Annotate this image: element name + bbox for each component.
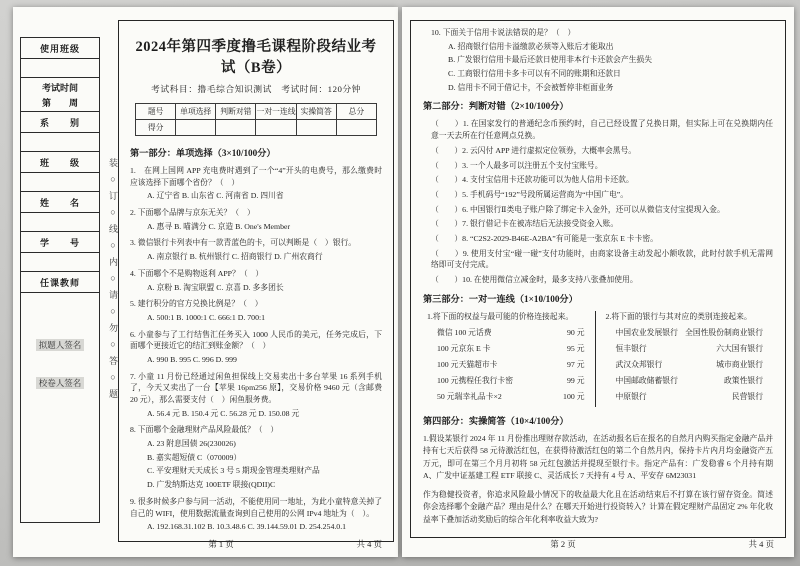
question-options: A. 56.4 元 B. 150.4 元 C. 56.28 元 D. 150.08 元 (147, 408, 300, 418)
matching-right-item: 90 元 (566, 327, 585, 337)
question-stem: 9. 很多时候多户参与同一活动，不能使用同一地址，为此小童特意关掉了自己的 WIFI，使用数据流量查询到自己使用的公网 IPv4 地址为（ ）。 (130, 496, 382, 518)
matching-left-item: 武汉众邦银行 (615, 359, 663, 369)
week-label: 第 周 (41, 97, 78, 108)
score-table-header-row (136, 104, 377, 120)
question-options: A. 京粉 B. 淘宝联盟 C. 京喜 D. 多多团长 (147, 282, 284, 292)
question-stem: 2. 下面哪个品牌与京东无关？（ ） (130, 208, 255, 218)
matching-right-item: 99 元 (566, 375, 585, 385)
question-stem: 7. 小童 11 月份已经通过闲鱼担保线上交易卖出十多台苹果 16 系列手机了，今天又卖出了一台【苹果 16pm256 原】，交易价格 9460 元（含邮费 20 元），那么需要支付（ ）闲鱼服务费。 (130, 371, 382, 404)
score-table-header-cell: 实操简答 (296, 104, 336, 120)
score-row-label: 得分 (136, 120, 176, 136)
question-options: D. 信用卡不同于借记卡，不会被暂停非柜面业务 (448, 82, 614, 92)
score-cell-empty (296, 120, 336, 136)
judge-item: （ ）9. 使用支付宝“碰一碰”支付功能时，由商家设备主动发起小额收款，此时付款手机无需网络即可支付完成。 (431, 248, 773, 270)
matching-left-item: 100 元携程任我行卡密 (437, 375, 514, 385)
question-options: A. 23 附息国债 26(230026) (147, 439, 236, 449)
matching-left-item: 恒丰银行 (615, 343, 647, 353)
question-stem: 4. 下面哪个不是购物返利 APP？（ ） (130, 268, 264, 278)
judge-item: （ ）3. 一个人最多可以注册五个支付宝账号。 (431, 160, 603, 170)
question (130, 371, 382, 420)
section4-title: 第四部分：实操简答（10×4/100分） (423, 415, 569, 426)
score-cell-empty (256, 120, 296, 136)
field-grade-blank (21, 173, 99, 192)
score-table-header-cell: 题号 (136, 104, 176, 120)
question (130, 329, 382, 366)
matching-left-item: 中国农业发展银行 (615, 327, 678, 337)
matching-row (606, 327, 766, 338)
score-table-score-row (136, 120, 377, 136)
matching-right-item: 97 元 (566, 359, 585, 369)
page1-content-box (118, 20, 394, 542)
score-table (135, 103, 377, 136)
field-exam-time (21, 78, 99, 112)
question-stem: 5. 建行积分的官方兑换比例是？（ ） (130, 299, 263, 309)
field-name-label: 姓 名 (21, 192, 99, 213)
matching-right-item: 100 元 (563, 391, 585, 401)
matching-row (427, 343, 587, 354)
question (130, 424, 382, 490)
field-name-blank (21, 213, 99, 232)
question-options: A. 990 B. 995 C. 996 D. 999 (147, 354, 237, 364)
matching-row (606, 343, 766, 354)
exam-time-label: 考试时间 (41, 82, 78, 93)
question-options: A. 南京银行 B. 杭州银行 C. 招商银行 D. 广州农商行 (147, 252, 323, 262)
matching-column-benefits (423, 311, 595, 407)
total-pages: 共 4 页 (356, 539, 382, 549)
question-setter-signature-label: 拟题人签名 (36, 339, 85, 351)
field-class-blank (21, 59, 99, 78)
page-number: 第 1 页 (208, 539, 234, 549)
judge-item: （ ）4. 支付宝信用卡还款功能可以为他人信用卡还款。 (431, 175, 634, 185)
question (423, 27, 773, 93)
score-table-header-cell: 总分 (336, 104, 376, 120)
matching-left-item: 50 元瑞幸礼品卡×2 (437, 391, 502, 401)
field-teacher-label: 任课教师 (21, 272, 99, 293)
judge-item: （ ）5. 手机码号“192”号段所属运营商为“中国广电”。 (431, 189, 629, 199)
question (130, 268, 382, 293)
binding-line-text: 装○订○线○内○请○勿○答○题 (108, 158, 118, 405)
field-studentid-blank (21, 253, 99, 272)
judge-item: （ ）10. 在使用微信立减金时，最多支持八张叠加使用。 (431, 275, 638, 284)
question-options: B. 广发银行信用卡最后还款日使用非本行卡还款会产生损失 (448, 55, 653, 65)
exam-page-1 (13, 7, 398, 557)
matching-row (606, 359, 766, 370)
matching-right-item: 民营银行 (731, 391, 763, 401)
field-studentid-label: 学 号 (21, 232, 99, 253)
matching-left-item: 100 元京东 E 卡 (437, 343, 491, 353)
question-stem: 10. 下面关于信用卡说法错误的是？（ ） (431, 28, 576, 37)
question-options: A. 招商银行信用卡溢缴款必须等入账后才能取出 (448, 41, 614, 51)
matching-row (427, 359, 587, 370)
question-options: C. 平安理财天天成长 3 号 5 期现金管理类理财产品 (147, 466, 320, 476)
matching-row (606, 375, 766, 386)
question-options: D. 广发纳斯达克 100ETF 联接(QDII)C (147, 480, 276, 490)
page2-content-box (410, 20, 786, 538)
score-cell-empty (336, 120, 376, 136)
exam-title: 2024年第四季度撸毛课程阶段结业考试（B卷） (135, 39, 377, 76)
matching-row (427, 327, 587, 338)
matching-right-item: 城市商业银行 (716, 359, 763, 369)
question-stem: 1. 在网上国网 APP 充电费时遇到了一个“4”开头的电费号，那么缴费时应该选择下面哪个省份？（ ） (130, 166, 382, 187)
question-stem: 6. 小童参与了工行结售汇任务买入 1000 人民币的美元，任务完成后，下面哪个更接近它的结汇到账金额？（ ） (130, 329, 382, 351)
question (130, 496, 382, 533)
field-department-label: 系 别 (21, 112, 99, 133)
question (130, 207, 382, 232)
paper-reviewer-signature-label: 校卷人签名 (36, 377, 85, 389)
matching-left-item: 100 元天猫超市卡 (437, 359, 498, 369)
matching-column-banks (595, 311, 774, 407)
page1-footer (118, 538, 394, 550)
judge-item: （ ）6. 中国银行Ⅱ类电子账户除了绑定卡入金外，还可以从微信支付宝提现入金。 (431, 204, 725, 214)
section3-title: 第三部分：一对一连线（1×10/100分） (423, 293, 578, 304)
question-options: C. 工商银行信用卡多卡可以有不同的账期和还款日 (448, 69, 621, 79)
score-table-header-cell: 一对一连线 (256, 104, 296, 120)
matching-title: 1.将下面的权益与最可能的价格连接起来。 (427, 311, 574, 321)
matching-right-item: 六大国有银行 (716, 343, 763, 353)
section2-title: 第二部分：判断对错（2×10/100分） (423, 101, 569, 112)
judge-item: （ ）2. 云闪付 APP 进行虚拟定位领券，大概率会黑号。 (431, 145, 637, 155)
matching-right-item: 政策性银行 (724, 375, 763, 385)
judge-item: （ ）1. 在国家发行的普通纪念币预约时，自己已经设置了兑换日期，但实际上可在兑换期内任意一天去所在行任意网点兑换。 (431, 119, 773, 141)
matching-left-item: 中国邮政储蓄银行 (615, 375, 678, 385)
practical-question-paragraph: 作为稳健投资者，你追求风险最小情况下的收益最大化且在活动结束后不打算在该行留存资金。简述你会选择哪个金融产品？理由是什么？在哪天开始进行投资转入？计算在假定理财产品固定 2% 年化收益率下叠加活动奖励后的综合年化利率收益大致为? (423, 489, 773, 524)
question-options: A. 192.168.31.102 B. 10.3.48.6 C. 39.144.59.01 D. 254.254.0.1 (147, 522, 347, 532)
section1-title: 第一部分：单项选择（3×10/100分） (130, 148, 276, 158)
matching-row (606, 391, 766, 402)
score-cell-empty (216, 120, 256, 136)
question-stem: 3. 微信银行卡列表中有一款青蓝色的卡，可以判断是（ ）银行。 (130, 238, 357, 248)
question-options: A. 500:1 B. 1000:1 C. 666:1 D. 700:1 (147, 312, 266, 322)
matching-left-item: 微信 100 元话费 (437, 327, 492, 337)
matching-right-item: 95 元 (566, 343, 585, 353)
page2-footer (410, 538, 786, 550)
student-info-panel (20, 37, 100, 523)
judge-item: （ ）7. 银行借记卡在被冻结后无法接受资金入账。 (431, 219, 619, 229)
matching-right-item: 全国性股份制商业银行 (685, 327, 763, 337)
question (130, 298, 382, 323)
field-grade-label: 班 级 (21, 152, 99, 173)
matching-row (427, 391, 587, 402)
matching-section (423, 311, 773, 407)
question-options: A. 惠寻 B. 喵满分 C. 京造 B. One's Member (147, 221, 291, 231)
score-cell-empty (176, 120, 216, 136)
question-stem: 8. 下面哪个金融理财产品风险最低？（ ） (130, 425, 279, 435)
score-table-header-cell: 单项选择 (176, 104, 216, 120)
exam-subtitle: 考试科目：撸毛综合知识测试 考试时间：120分钟 (151, 84, 361, 94)
matching-row (427, 375, 587, 386)
field-class-label: 使用班级 (21, 38, 99, 59)
question-options: A. 辽宁省 B. 山东省 C. 河南省 D. 四川省 (147, 191, 284, 201)
page-number: 第 2 页 (550, 539, 576, 549)
question (130, 237, 382, 262)
signature-area (21, 293, 99, 522)
question-options: B. 嘉实超短债 C（070009） (147, 452, 242, 462)
score-table-header-cell: 判断对错 (216, 104, 256, 120)
total-pages: 共 4 页 (748, 539, 774, 549)
judge-item: （ ）8. “C2S2-2029-B46E-A2BA”有可能是一张京东 E 卡卡密。 (431, 233, 658, 243)
field-department-blank (21, 133, 99, 152)
practical-question-paragraph: 1.假设某银行 2024 年 11 月份推出理财存款活动，在活动报名后在报名的自然月内购买指定金融产品并持有七天后获得 58 元待激活红包，在获得待激活红包的第二个自然月内，保持卡片内月均金融资产五万元，即可在第三个月月初将 58 元红包激活并提现至银行卡。指定产品有：广发稳睿 6 个月持有期 A、广发中证基建工程 ETF 联接 C、灵活成长 7 天持有 4 号 A、平安存 6M23031 (423, 433, 773, 481)
question (130, 165, 382, 202)
exam-page-2 (402, 7, 794, 557)
matching-title: 2.将下面的银行与其对应的类别连接起来。 (605, 311, 752, 321)
matching-left-item: 中原银行 (615, 391, 647, 401)
